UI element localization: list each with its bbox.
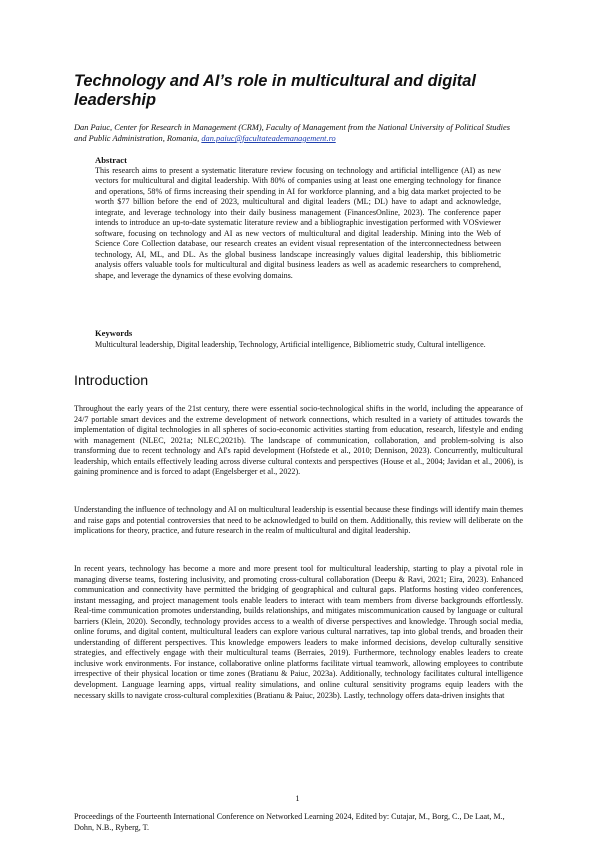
proceedings-footer: Proceedings of the Fourteenth International Conference on Networked Learning 2024, Edited by: Cutajar, M., Borg, C., De Laat, M., Dohn, N.B., Ryberg, T.	[74, 812, 505, 832]
introduction-paragraph: Throughout the early years of the 21st century, there were essential socio-technological shifts in the world, including the appearance of 24/7 portable smart devices and the extreme development of network connections, which resulted in a variety of attitudes towards the implementation of digital technologies in all spheres of socio-economic activities starting from education, research, lifestyle and ending with management (NLEC, 2021a; NLEC,2021b). The landscape of communication, collaboration, and problem-solving is also transforming due to recent technology and AI's rapid development (Hofstede et al., 2010; Dennison, 2023). Concurrently, multicultural leadership, which entails effectively leading across diverse cultural contexts and perspectives (House et al., 2004; Javidan et al., 2006), is gaining prominence and is forced to adapt (Engelsberger et al., 2022).	[74, 404, 523, 477]
paper-title: Technology and AI’s role in multicultural and digital leadership	[74, 72, 476, 109]
introduction-paragraph: In recent years, technology has become a more and more present tool for multicultural leadership, starting to play a pivotal role in managing diverse teams, fostering inclusivity, and promoting cross-cultural collaboration (Deepu & Ravi, 2021; Eira, 2023). Enhanced communication and connectivity have permitted the bridging of geographical and cultural gaps. Platforms hosting video conferences, instant messaging, and project management tools enable leaders to interact with team members from diverse backgrounds effortlessly. Real-time communication promotes understanding, builds relationships, and mitigates miscommunication caused by language or cultural barriers (Klein, 2020). Secondly, technology provides access to a wealth of diverse perspectives and knowledge. Through social media, online forums, and digital content, multicultural leaders can explore various cultural narratives, tap into global trends, and broaden their understanding of different perspectives. This knowledge empowers leaders to make informed decisions, develop culturally sensitive strategies, and effectively engage with their multicultural teams (Berraies, 2019). Furthermore, technology enables leaders to create inclusive work environments. For instance, collaborative online platforms facilitate virtual teamwork, allowing employees to contribute irrespective of their physical location or time zones (Bratianu & Paiuc, 2023a). Additionally, technology facilitates cultural intelligence development. Language learning apps, virtual reality simulations, and online cultural sensitivity programs equip leaders with the necessary skills to navigate cross-cultural complexities (Bratianu & Paiuc, 2023b). Lastly, technology offers data-driven insights that	[74, 564, 523, 700]
abstract-heading: Abstract	[95, 155, 127, 165]
author-email-link[interactable]: dan.paiuc@facultateademanagement.ro	[201, 134, 336, 143]
introduction-heading: Introduction	[74, 373, 149, 389]
page-number: 1	[295, 794, 300, 803]
abstract-body: This research aims to present a systematic literature review focusing on technology and artificial intelligence (AI) as new vectors for multicultural and digital leadership. With 80% of companies using at least one emerging technology for finance and operations, 58% of firms increasing their spending in AI for workforce planning, and a big data market projected to be worth $77 billion before the end of 2023, multicultural and digital leaders (ML; DL) have to adapt and acknowledge, integrate, and leverage technology into their daily business management (FinancesOnline, 2023). The conference paper intends to introduce an up-to-date systematic literature review and a bibliographic investigation performed with VOSviewer software, focusing on technology and AI as new vectors of multicultural and digital leadership. Mining into the Web of Science Core Collection database, our research creates an evident visual representation of the interconnectedness between technology, AI, ML, and DL. As the global business landscape increasingly values digital leadership, this bibliometric analysis offers valuable tools for multicultural and digital business leaders as well as academic researchers to comprehend, shape, and leverage the dynamics of these evolving domains.	[95, 166, 501, 280]
keywords-heading: Keywords	[95, 328, 133, 338]
author-affiliation	[74, 122, 524, 144]
introduction-paragraph: Understanding the influence of technology and AI on multicultural leadership is essential because these findings will identify main themes and raise gaps and potential controversies that need to be acknowledged to build on them. Additionally, this review will deliberate on the implications for theory, practice, and future research in the realm of multicultural and digital leadership.	[74, 505, 523, 536]
author-affiliation-text: Dan Paiuc, Center for Research in Management (CRM), Faculty of Management from the National University of Political Studies and Public Administration, Romania,	[74, 123, 510, 143]
keywords-body: Multicultural leadership, Digital leadership, Technology, Artificial intelligence, Bibliometric study, Cultural intelligence.	[95, 340, 486, 349]
